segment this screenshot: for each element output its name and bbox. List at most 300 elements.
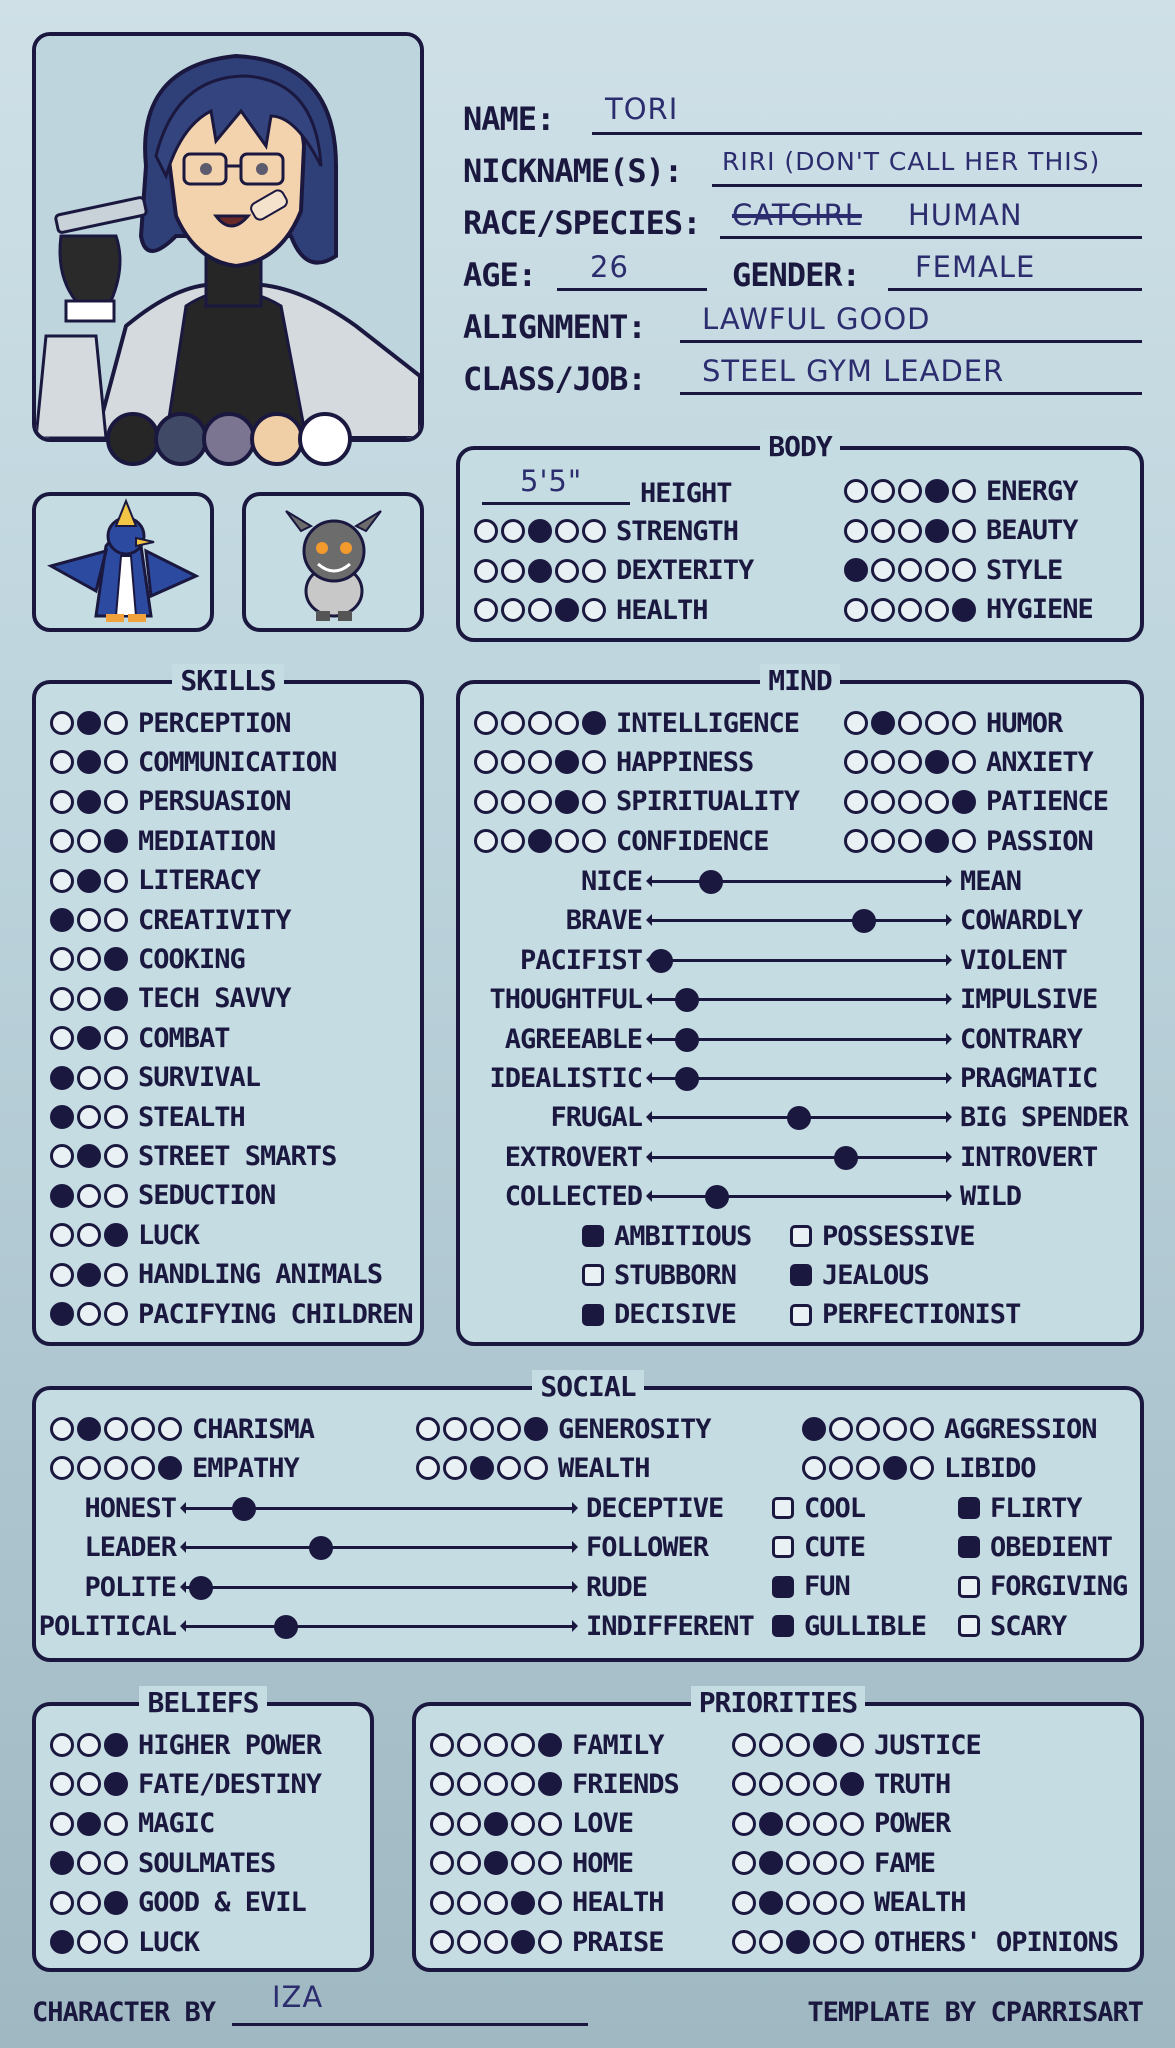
- rating-dot[interactable]: [50, 908, 74, 932]
- rating-dot[interactable]: [484, 1891, 508, 1915]
- rating-dot[interactable]: [430, 1733, 454, 1757]
- rating-dot[interactable]: [925, 598, 949, 622]
- checkbox[interactable]: [958, 1497, 980, 1519]
- rating-dot[interactable]: [50, 1851, 74, 1875]
- checkbox[interactable]: [772, 1615, 794, 1637]
- slider-knob[interactable]: [699, 870, 723, 894]
- rating-dot[interactable]: [77, 1026, 101, 1050]
- slider-knob[interactable]: [274, 1615, 298, 1639]
- rating-dot[interactable]: [104, 908, 128, 932]
- rating-dot[interactable]: [528, 790, 552, 814]
- slider-track[interactable]: [186, 1507, 572, 1510]
- rating-dot[interactable]: [511, 1733, 535, 1757]
- rating-dot[interactable]: [528, 559, 552, 583]
- rating-dot[interactable]: [528, 519, 552, 543]
- rating-dot[interactable]: [474, 829, 498, 853]
- rating-dot[interactable]: [77, 1851, 101, 1875]
- rating-dot[interactable]: [952, 711, 976, 735]
- rating-dot[interactable]: [501, 559, 525, 583]
- rating-dot[interactable]: [77, 1302, 101, 1326]
- rating-dot[interactable]: [555, 559, 579, 583]
- slider-knob[interactable]: [649, 949, 673, 973]
- rating-dot[interactable]: [104, 1066, 128, 1090]
- rating-dot[interactable]: [910, 1456, 934, 1480]
- rating-dot[interactable]: [844, 790, 868, 814]
- slider-track[interactable]: [652, 919, 946, 922]
- rating-dot[interactable]: [497, 1456, 521, 1480]
- rating-dot[interactable]: [104, 790, 128, 814]
- rating-dot[interactable]: [50, 1066, 74, 1090]
- rating-dot[interactable]: [50, 1733, 74, 1757]
- rating-dot[interactable]: [501, 519, 525, 543]
- checkbox[interactable]: [790, 1304, 812, 1326]
- slider-track[interactable]: [652, 959, 946, 962]
- checkbox-label: DECISIVE: [614, 1299, 737, 1331]
- rating-dot[interactable]: [925, 479, 949, 503]
- stat-row: [416, 1410, 711, 1448]
- rating-dot[interactable]: [50, 1263, 74, 1287]
- rating-dot[interactable]: [952, 790, 976, 814]
- rating-dot[interactable]: [50, 947, 74, 971]
- rating-dot[interactable]: [582, 711, 606, 735]
- rating-dot[interactable]: [898, 829, 922, 853]
- rating-dot[interactable]: [925, 790, 949, 814]
- rating-dot[interactable]: [840, 1851, 864, 1875]
- checkbox-row[interactable]: [772, 1489, 865, 1527]
- slider-knob[interactable]: [189, 1576, 213, 1600]
- rating-dot[interactable]: [813, 1812, 837, 1836]
- rating-dot[interactable]: [50, 1026, 74, 1050]
- rating-dot[interactable]: [501, 598, 525, 622]
- rating-dot[interactable]: [582, 790, 606, 814]
- checkbox-row[interactable]: [582, 1217, 751, 1255]
- rating-dot[interactable]: [898, 519, 922, 543]
- rating-dot[interactable]: [443, 1456, 467, 1480]
- rating-dot[interactable]: [104, 1184, 128, 1208]
- rating-dot[interactable]: [511, 1812, 535, 1836]
- rating-dot[interactable]: [511, 1772, 535, 1796]
- rating-dot[interactable]: [786, 1930, 810, 1954]
- rating-dot[interactable]: [528, 598, 552, 622]
- rating-dot[interactable]: [77, 1417, 101, 1441]
- slider-knob[interactable]: [705, 1185, 729, 1209]
- rating-dot[interactable]: [158, 1417, 182, 1441]
- checkbox[interactable]: [790, 1225, 812, 1247]
- rating-dot[interactable]: [77, 790, 101, 814]
- rating-dot[interactable]: [77, 1891, 101, 1915]
- rating-dot[interactable]: [759, 1930, 783, 1954]
- rating-dots: [50, 829, 128, 853]
- rating-dot[interactable]: [430, 1930, 454, 1954]
- rating-dot[interactable]: [844, 598, 868, 622]
- rating-dot[interactable]: [77, 1066, 101, 1090]
- slider-knob[interactable]: [834, 1146, 858, 1170]
- rating-dot[interactable]: [732, 1812, 756, 1836]
- rating-dot[interactable]: [538, 1733, 562, 1757]
- rating-dot[interactable]: [104, 829, 128, 853]
- rating-dot[interactable]: [457, 1812, 481, 1836]
- rating-dot[interactable]: [732, 1733, 756, 1757]
- rating-dot[interactable]: [50, 1223, 74, 1247]
- rating-dot[interactable]: [474, 519, 498, 543]
- rating-dot[interactable]: [457, 1851, 481, 1875]
- rating-dot[interactable]: [732, 1851, 756, 1875]
- rating-dot[interactable]: [786, 1772, 810, 1796]
- rating-dot[interactable]: [104, 1026, 128, 1050]
- rating-dot[interactable]: [50, 1417, 74, 1441]
- rating-dot[interactable]: [844, 479, 868, 503]
- checkbox-row[interactable]: [772, 1607, 926, 1645]
- checkbox[interactable]: [958, 1576, 980, 1598]
- rating-dot[interactable]: [813, 1851, 837, 1875]
- rating-dot[interactable]: [50, 1456, 74, 1480]
- rating-dot[interactable]: [104, 1263, 128, 1287]
- checkbox[interactable]: [790, 1264, 812, 1286]
- checkbox-row[interactable]: [958, 1607, 1066, 1645]
- slider-track[interactable]: [652, 1038, 946, 1041]
- rating-dot[interactable]: [50, 1184, 74, 1208]
- rating-dot[interactable]: [538, 1772, 562, 1796]
- rating-dot[interactable]: [457, 1733, 481, 1757]
- rating-dot[interactable]: [501, 790, 525, 814]
- checkbox[interactable]: [958, 1536, 980, 1558]
- rating-dot[interactable]: [925, 519, 949, 543]
- portrait-frame: [32, 32, 424, 442]
- rating-dot[interactable]: [813, 1733, 837, 1757]
- rating-dot[interactable]: [524, 1417, 548, 1441]
- rating-dot[interactable]: [50, 987, 74, 1011]
- rating-dot[interactable]: [77, 829, 101, 853]
- rating-dot[interactable]: [840, 1930, 864, 1954]
- rating-dot[interactable]: [131, 1456, 155, 1480]
- checkbox[interactable]: [582, 1264, 604, 1286]
- rating-dot[interactable]: [50, 790, 74, 814]
- rating-dot[interactable]: [77, 1772, 101, 1796]
- rating-dot[interactable]: [582, 519, 606, 543]
- checkbox-row[interactable]: [790, 1296, 1020, 1334]
- checkbox[interactable]: [772, 1576, 794, 1598]
- rating-dot[interactable]: [104, 1417, 128, 1441]
- rating-dot[interactable]: [910, 1417, 934, 1441]
- rating-dot[interactable]: [528, 750, 552, 774]
- rating-dot[interactable]: [538, 1851, 562, 1875]
- rating-dot[interactable]: [528, 711, 552, 735]
- rating-dot[interactable]: [501, 829, 525, 853]
- rating-dot[interactable]: [829, 1417, 853, 1441]
- slider-knob[interactable]: [675, 1067, 699, 1091]
- nickname-value: RIRI (DON'T CALL HER THIS): [722, 147, 1101, 176]
- rating-dot[interactable]: [732, 1772, 756, 1796]
- rating-dot[interactable]: [538, 1930, 562, 1954]
- rating-dot[interactable]: [474, 750, 498, 774]
- rating-dot[interactable]: [416, 1417, 440, 1441]
- rating-dot[interactable]: [844, 519, 868, 543]
- rating-dot[interactable]: [802, 1417, 826, 1441]
- rating-dot[interactable]: [813, 1772, 837, 1796]
- rating-dot[interactable]: [952, 558, 976, 582]
- rating-dot[interactable]: [555, 790, 579, 814]
- rating-dot[interactable]: [501, 750, 525, 774]
- rating-dot[interactable]: [50, 1930, 74, 1954]
- slider-knob[interactable]: [675, 988, 699, 1012]
- rating-dot[interactable]: [871, 519, 895, 543]
- slider-track[interactable]: [652, 1195, 946, 1198]
- rating-dot[interactable]: [50, 829, 74, 853]
- rating-dot[interactable]: [759, 1812, 783, 1836]
- stat-label: JUSTICE: [874, 1729, 981, 1761]
- stat-label: WEALTH: [558, 1452, 650, 1484]
- rating-dot[interactable]: [104, 1930, 128, 1954]
- checkbox-row[interactable]: [958, 1568, 1127, 1606]
- rating-dot[interactable]: [856, 1456, 880, 1480]
- slider-track[interactable]: [652, 998, 946, 1001]
- stat-row: [732, 1844, 935, 1882]
- class-line: [680, 392, 1142, 395]
- slider-track[interactable]: [186, 1625, 572, 1628]
- slider-knob[interactable]: [309, 1536, 333, 1560]
- rating-dot[interactable]: [457, 1891, 481, 1915]
- rating-dot[interactable]: [104, 1891, 128, 1915]
- rating-dot[interactable]: [104, 869, 128, 893]
- slider-track[interactable]: [652, 880, 946, 883]
- rating-dot[interactable]: [77, 1144, 101, 1168]
- rating-dot[interactable]: [104, 1733, 128, 1757]
- rating-dot[interactable]: [840, 1891, 864, 1915]
- rating-dot[interactable]: [952, 598, 976, 622]
- rating-dot[interactable]: [131, 1417, 155, 1441]
- rating-dot[interactable]: [50, 869, 74, 893]
- rating-dot[interactable]: [457, 1772, 481, 1796]
- checkbox-row[interactable]: [790, 1256, 929, 1294]
- rating-dot[interactable]: [952, 479, 976, 503]
- rating-dot[interactable]: [898, 598, 922, 622]
- rating-dot[interactable]: [844, 711, 868, 735]
- rating-dot[interactable]: [555, 711, 579, 735]
- slider-track[interactable]: [186, 1586, 572, 1589]
- rating-dot[interactable]: [501, 711, 525, 735]
- rating-dot[interactable]: [470, 1417, 494, 1441]
- rating-dot[interactable]: [158, 1456, 182, 1480]
- rating-dot[interactable]: [104, 1772, 128, 1796]
- rating-dot[interactable]: [538, 1891, 562, 1915]
- rating-dot[interactable]: [430, 1891, 454, 1915]
- rating-dot[interactable]: [952, 750, 976, 774]
- rating-dot[interactable]: [844, 829, 868, 853]
- rating-dot[interactable]: [77, 947, 101, 971]
- slider-knob[interactable]: [852, 909, 876, 933]
- rating-dot[interactable]: [840, 1733, 864, 1757]
- slider-knob[interactable]: [675, 1028, 699, 1052]
- rating-dot[interactable]: [443, 1417, 467, 1441]
- rating-dot[interactable]: [430, 1851, 454, 1875]
- checkbox[interactable]: [772, 1497, 794, 1519]
- rating-dot[interactable]: [898, 558, 922, 582]
- checkbox-row[interactable]: [772, 1568, 850, 1606]
- rating-dot[interactable]: [840, 1812, 864, 1836]
- rating-dot[interactable]: [474, 790, 498, 814]
- checkbox[interactable]: [772, 1536, 794, 1558]
- rating-dot[interactable]: [77, 908, 101, 932]
- slider-track[interactable]: [652, 1116, 946, 1119]
- rating-dot[interactable]: [474, 559, 498, 583]
- rating-dot[interactable]: [484, 1772, 508, 1796]
- rating-dot[interactable]: [50, 1891, 74, 1915]
- rating-dot[interactable]: [104, 1223, 128, 1247]
- rating-dot[interactable]: [813, 1930, 837, 1954]
- rating-dots: [430, 1812, 562, 1836]
- rating-dot[interactable]: [104, 1144, 128, 1168]
- rating-dot[interactable]: [555, 829, 579, 853]
- rating-dot[interactable]: [829, 1456, 853, 1480]
- rating-dot[interactable]: [582, 750, 606, 774]
- rating-dot[interactable]: [871, 750, 895, 774]
- rating-dot[interactable]: [802, 1456, 826, 1480]
- checkbox-row[interactable]: [772, 1528, 865, 1566]
- rating-dot[interactable]: [104, 1105, 128, 1129]
- rating-dot[interactable]: [786, 1733, 810, 1757]
- rating-dot[interactable]: [77, 1733, 101, 1757]
- slider-knob[interactable]: [787, 1106, 811, 1130]
- rating-dot[interactable]: [511, 1891, 535, 1915]
- rating-dot[interactable]: [50, 1812, 74, 1836]
- rating-dot[interactable]: [898, 479, 922, 503]
- slider-track[interactable]: [186, 1546, 572, 1549]
- rating-dot[interactable]: [528, 829, 552, 853]
- rating-dot[interactable]: [786, 1812, 810, 1836]
- rating-dot[interactable]: [883, 1417, 907, 1441]
- rating-dot[interactable]: [77, 1223, 101, 1247]
- stat-label: COMMUNICATION: [138, 746, 337, 778]
- rating-dot[interactable]: [104, 750, 128, 774]
- rating-dot[interactable]: [50, 711, 74, 735]
- rating-dot[interactable]: [50, 1772, 74, 1796]
- rating-dot[interactable]: [511, 1930, 535, 1954]
- rating-dot[interactable]: [77, 1263, 101, 1287]
- rating-dot[interactable]: [416, 1456, 440, 1480]
- checkbox[interactable]: [582, 1225, 604, 1247]
- rating-dot[interactable]: [582, 829, 606, 853]
- rating-dot[interactable]: [77, 1184, 101, 1208]
- rating-dot[interactable]: [898, 711, 922, 735]
- rating-dot[interactable]: [555, 598, 579, 622]
- rating-dot[interactable]: [759, 1891, 783, 1915]
- checkbox-row[interactable]: [582, 1256, 736, 1294]
- rating-dot[interactable]: [871, 598, 895, 622]
- rating-dot[interactable]: [430, 1772, 454, 1796]
- rating-dot[interactable]: [732, 1891, 756, 1915]
- rating-dot[interactable]: [77, 750, 101, 774]
- checkbox-row[interactable]: [958, 1528, 1112, 1566]
- rating-dot[interactable]: [484, 1812, 508, 1836]
- rating-dot[interactable]: [844, 750, 868, 774]
- rating-dot[interactable]: [871, 790, 895, 814]
- rating-dot[interactable]: [50, 1144, 74, 1168]
- checkbox[interactable]: [582, 1304, 604, 1326]
- rating-dot[interactable]: [844, 558, 868, 582]
- checkbox[interactable]: [958, 1615, 980, 1637]
- rating-dot[interactable]: [474, 598, 498, 622]
- rating-dots: [844, 829, 976, 853]
- rating-dot[interactable]: [952, 519, 976, 543]
- rating-dot[interactable]: [50, 750, 74, 774]
- rating-dot[interactable]: [77, 1105, 101, 1129]
- rating-dot[interactable]: [582, 559, 606, 583]
- slider-track[interactable]: [652, 1077, 946, 1080]
- rating-dot[interactable]: [759, 1733, 783, 1757]
- rating-dot[interactable]: [538, 1812, 562, 1836]
- slider-knob[interactable]: [232, 1497, 256, 1521]
- rating-dot[interactable]: [786, 1891, 810, 1915]
- rating-dot[interactable]: [77, 1456, 101, 1480]
- rating-dot[interactable]: [470, 1456, 494, 1480]
- rating-dot[interactable]: [786, 1851, 810, 1875]
- rating-dot[interactable]: [732, 1930, 756, 1954]
- rating-dot[interactable]: [524, 1456, 548, 1480]
- rating-dot[interactable]: [871, 711, 895, 735]
- rating-dot[interactable]: [77, 711, 101, 735]
- checkbox-row[interactable]: [582, 1296, 736, 1334]
- rating-dot[interactable]: [925, 558, 949, 582]
- rating-dot[interactable]: [582, 598, 606, 622]
- rating-dot[interactable]: [925, 711, 949, 735]
- rating-dot[interactable]: [430, 1812, 454, 1836]
- rating-dot[interactable]: [104, 1812, 128, 1836]
- rating-dot[interactable]: [457, 1930, 481, 1954]
- rating-dot[interactable]: [925, 750, 949, 774]
- rating-dot[interactable]: [759, 1772, 783, 1796]
- rating-dot[interactable]: [474, 711, 498, 735]
- rating-dot[interactable]: [104, 947, 128, 971]
- rating-dot[interactable]: [898, 790, 922, 814]
- rating-dot[interactable]: [50, 1302, 74, 1326]
- rating-dots: [50, 1263, 128, 1287]
- rating-dot[interactable]: [871, 829, 895, 853]
- rating-dot[interactable]: [104, 1302, 128, 1326]
- rating-dot[interactable]: [484, 1733, 508, 1757]
- rating-dot[interactable]: [77, 987, 101, 1011]
- rating-dot[interactable]: [813, 1891, 837, 1915]
- rating-dot[interactable]: [759, 1851, 783, 1875]
- rating-dot[interactable]: [555, 519, 579, 543]
- checkbox-row[interactable]: [790, 1217, 975, 1255]
- rating-dot[interactable]: [77, 1812, 101, 1836]
- rating-dot[interactable]: [484, 1930, 508, 1954]
- rating-dot[interactable]: [871, 479, 895, 503]
- rating-dot[interactable]: [50, 1105, 74, 1129]
- rating-dot[interactable]: [952, 829, 976, 853]
- rating-dot[interactable]: [856, 1417, 880, 1441]
- rating-dot[interactable]: [555, 750, 579, 774]
- slider-track[interactable]: [652, 1156, 946, 1159]
- rating-dot[interactable]: [77, 869, 101, 893]
- rating-dot[interactable]: [497, 1417, 521, 1441]
- rating-dot[interactable]: [77, 1930, 101, 1954]
- checkbox-row[interactable]: [958, 1489, 1082, 1527]
- rating-dot[interactable]: [104, 711, 128, 735]
- character-by-line: [232, 2023, 588, 2026]
- rating-dot[interactable]: [104, 1456, 128, 1480]
- rating-dot[interactable]: [104, 1851, 128, 1875]
- rating-dot[interactable]: [104, 987, 128, 1011]
- slider-right-label: FOLLOWER: [586, 1532, 709, 1564]
- rating-dot[interactable]: [511, 1851, 535, 1875]
- rating-dot[interactable]: [925, 829, 949, 853]
- rating-dot[interactable]: [898, 750, 922, 774]
- rating-dot[interactable]: [883, 1456, 907, 1480]
- rating-dot[interactable]: [871, 558, 895, 582]
- rating-dot[interactable]: [484, 1851, 508, 1875]
- rating-dot[interactable]: [840, 1772, 864, 1796]
